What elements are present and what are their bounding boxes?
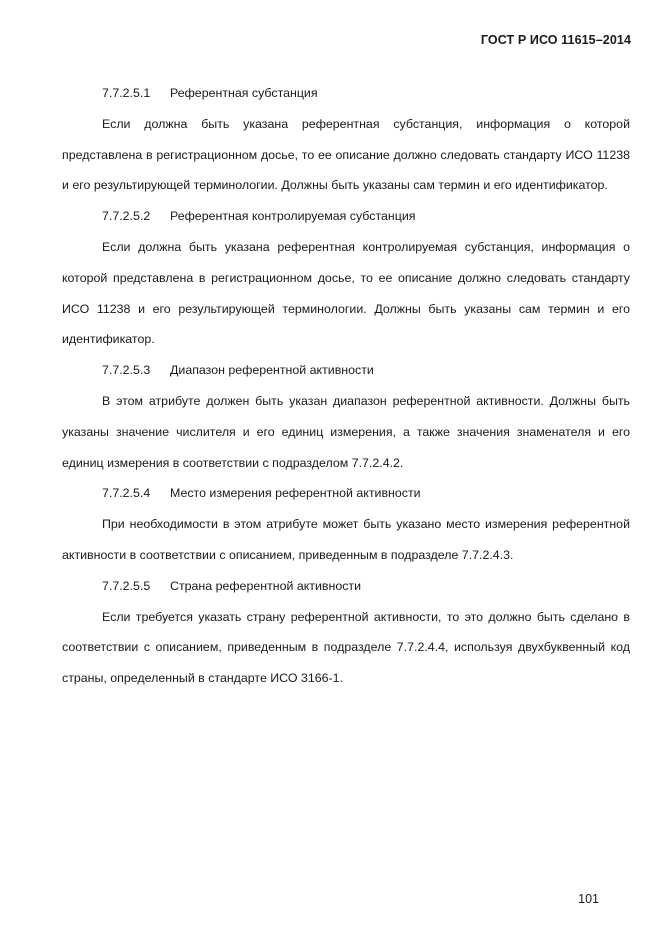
document-header: ГОСТ Р ИСО 11615–2014 — [480, 33, 631, 47]
section-number: 7.7.2.5.4 — [102, 486, 151, 501]
section-title: Страна референтной активности — [170, 578, 362, 593]
section-paragraph: При необходимости в этом атрибуте может быть указано место измерения референтной активности в соответствии с описанием, приведенным в подразделе 7.7.2.4.3. — [62, 517, 630, 562]
section-heading — [62, 478, 630, 509]
page-body — [62, 78, 630, 694]
section-paragraph: Если должна быть указана референтная субстанция, информация о которой представлена в регистрационном досье, то ее описание должно следовать стандарту ИСО 11238 и его результирующей терминологии. Должны быть указаны сам термин и его идентификатор. — [62, 116, 630, 193]
section-title: Референтная субстанция — [170, 86, 318, 100]
section-title: Место измерения референтной активности — [170, 486, 421, 501]
section-number: 7.7.2.5.3 — [102, 363, 151, 378]
section-title: Референтная контролируемая субстанция — [170, 209, 416, 224]
section-heading — [62, 355, 630, 386]
page-number: 101 — [578, 892, 599, 906]
section-paragraph: В этом атрибуте должен быть указан диапазон референтной активности. Должны быть указаны значение числителя и его единиц измерения, а также значения знаменателя и его единиц измерения в соответствии с подразделом 7.7.2.4.2. — [62, 393, 630, 470]
section-heading — [62, 201, 630, 232]
section-paragraph: Если требуется указать страну референтной активности, то это должно быть сделано в соответствии с описанием, приведенным в подразделе 7.7.2.4.4, используя двухбуквенный код страны, определенный в стандарте ИСО 3166-1. — [62, 609, 630, 686]
section-paragraph: Если должна быть указана референтная контролируемая субстанция, информация о которой представлена в регистрационном досье, то ее описание должно следовать стандарту ИСО 11238 и его результирующей терминологии. Должны быть указаны сам термин и его идентификатор. — [62, 239, 630, 347]
section-heading — [62, 78, 630, 109]
section-title: Диапазон референтной активности — [170, 363, 374, 378]
section-number: 7.7.2.5.5 — [102, 578, 151, 593]
section-heading — [62, 571, 630, 602]
section-number: 7.7.2.5.2 — [102, 209, 151, 224]
section-number: 7.7.2.5.1 — [102, 86, 151, 100]
